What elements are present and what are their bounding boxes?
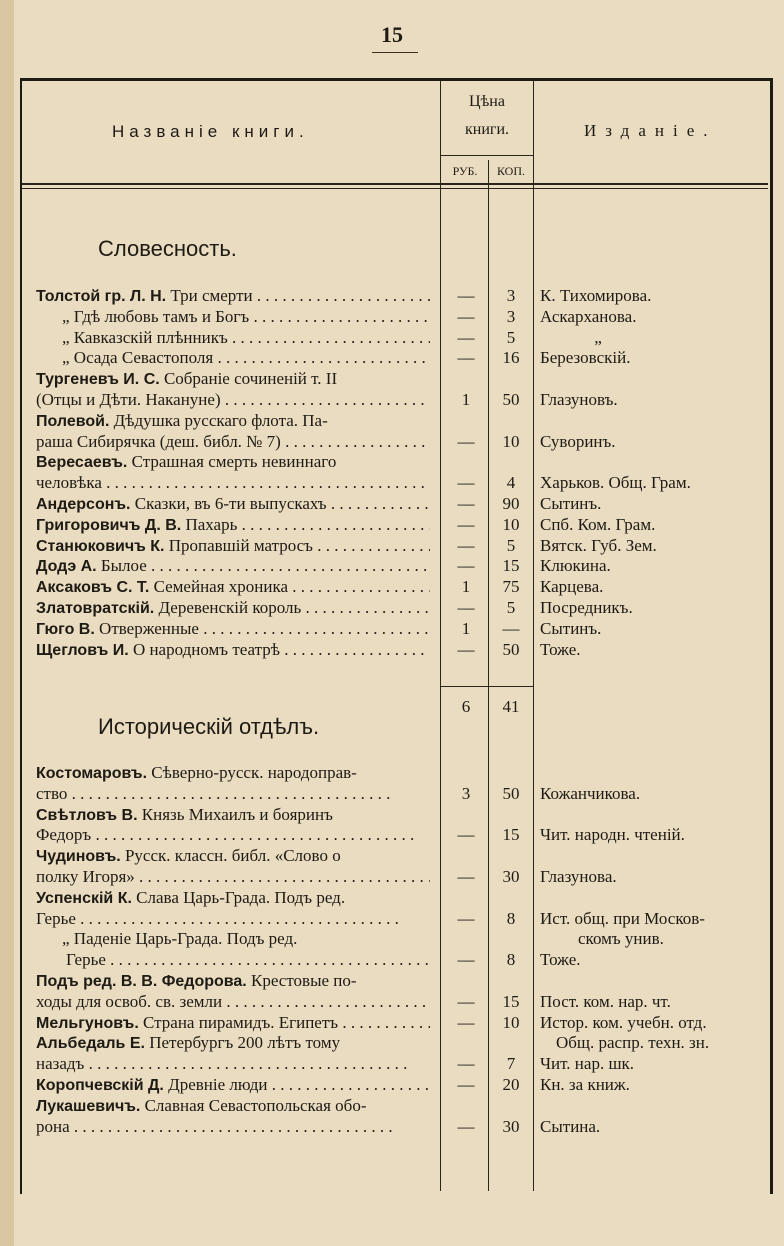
book-title-text: (Отцы и Дѣти. Накануне)	[36, 390, 221, 409]
book-publisher: Ист. общ. при Москов-	[540, 908, 705, 928]
book-title	[36, 410, 430, 432]
book-title-text: Семейная хроника	[149, 577, 289, 597]
book-title-text: назадъ	[36, 1054, 85, 1074]
book-publisher: Тоже.	[540, 950, 581, 970]
row-publisher-line	[0, 327, 784, 348]
price-rub: —	[457, 639, 475, 659]
book-title	[36, 804, 430, 826]
price-kop: 4	[506, 473, 516, 493]
price-kop: 50	[502, 783, 520, 803]
book-title	[36, 887, 430, 909]
book-publisher: Спб. Ком. Грам.	[540, 514, 656, 534]
book-publisher: Сытинъ.	[540, 494, 602, 513]
book-title-text: Слава Царь-Града. Подъ ред.	[131, 887, 346, 907]
header-bottom-rule	[22, 183, 768, 185]
book-title-text: Дѣдушка русскаго флота. Па-	[109, 410, 328, 430]
price-rub: —	[457, 867, 475, 886]
row-publisher-line	[0, 1012, 784, 1033]
book-publisher: Тоже.	[540, 639, 581, 659]
section-total-kop: 41	[502, 697, 520, 716]
row-publisher-line	[0, 1074, 784, 1095]
book-publisher: Суворинъ.	[540, 431, 616, 451]
row-publisher-line	[0, 1053, 784, 1074]
price-kop: 90	[502, 494, 520, 513]
price-rub: —	[457, 535, 475, 555]
price-header-line-1: Цѣна	[469, 93, 505, 110]
price-kop: 7	[506, 1054, 516, 1074]
book-author: Подъ ред. В. В. Федорова.	[36, 973, 247, 990]
price-rub: —	[457, 514, 475, 534]
price-kop: 30	[502, 1116, 520, 1136]
book-title-text: Герье	[66, 950, 106, 970]
book-publisher: Сытинъ.	[540, 618, 602, 638]
book-title-text: Деревенскій король	[154, 598, 302, 617]
row-publisher-line	[0, 949, 784, 970]
price-header	[442, 88, 532, 144]
book-title-text: Пахарь	[181, 514, 238, 534]
price-rub: —	[457, 1075, 475, 1094]
book-author: Лукашевичъ.	[36, 1097, 141, 1115]
price-kop: 8	[506, 950, 516, 970]
book-title	[36, 845, 430, 867]
book-title-text: Былое	[96, 556, 147, 576]
row-line	[0, 451, 784, 472]
price-header-rule	[440, 155, 534, 156]
book-publisher: Чит. нар. шк.	[540, 1054, 635, 1074]
row-publisher-line	[0, 389, 784, 410]
price-kop: 3	[506, 306, 516, 326]
book-title-text: Отверженные	[94, 618, 199, 638]
book-author: Коропчевскій Д.	[36, 1077, 164, 1094]
book-title-text: Сказки, въ 6-ти выпускахъ	[130, 494, 327, 513]
book-author: Гюго В.	[36, 620, 95, 638]
book-title-text: Петербургъ 200 лѣтъ тому	[144, 1033, 341, 1053]
row-line	[0, 970, 784, 991]
row-publisher-line	[0, 576, 784, 597]
row-line	[0, 368, 784, 389]
book-title-text: ходы для освоб. св. земли	[36, 991, 223, 1011]
row-publisher-line	[0, 597, 784, 618]
book-publisher: Карцева.	[540, 577, 604, 597]
book-publisher: Кожанчикова.	[540, 783, 641, 803]
book-title-text: Русск. классн. библ. «Слово о	[120, 846, 341, 866]
book-title-text: ство	[36, 783, 68, 803]
section-title-literature: Словесность.	[98, 236, 237, 261]
book-title-text: Славная Севастопольская обо-	[140, 1095, 367, 1115]
book-author: Успенскій К.	[36, 889, 132, 907]
book-title	[36, 1095, 430, 1117]
book-author: Альбедаль Е.	[36, 1035, 145, 1053]
price-kop: 75	[502, 577, 520, 597]
book-publisher: Сытина.	[540, 1116, 601, 1136]
book-title	[36, 970, 430, 992]
row-publisher-line	[0, 1116, 784, 1137]
book-author: Златовратскій.	[36, 600, 155, 617]
price-rub: —	[457, 1116, 475, 1136]
book-title-text: „ Паденіе Царь-Града. Подъ ред.	[62, 929, 298, 949]
book-author: Чудиновъ.	[36, 848, 121, 866]
price-rub: 1	[461, 390, 471, 409]
price-kop: 5	[506, 598, 516, 617]
price-kop: 5	[506, 535, 516, 555]
price-rub: —	[457, 991, 475, 1011]
book-title	[36, 762, 430, 784]
book-publisher: Глазуновъ.	[540, 390, 618, 409]
row-publisher-line	[0, 493, 784, 514]
price-kop: 8	[506, 908, 516, 928]
row-publisher-line	[0, 535, 784, 556]
price-kop: 3	[506, 286, 516, 305]
book-title-text: О народномъ театрѣ	[128, 639, 280, 659]
book-title-text: рона	[36, 1116, 70, 1136]
price-kop: 50	[502, 639, 520, 659]
book-author: Костомаровъ.	[36, 765, 148, 782]
row-publisher-line	[0, 783, 784, 804]
price-rub: —	[457, 950, 475, 970]
rub-header: РУБ.	[452, 164, 478, 178]
price-kop: 30	[502, 867, 520, 886]
price-kop: 50	[502, 390, 520, 409]
price-kop: 15	[502, 825, 520, 845]
book-publisher: Кн. за книж.	[540, 1075, 630, 1094]
row-publisher-line	[0, 472, 784, 493]
book-title-text: Федоръ	[36, 825, 92, 845]
book-publisher: Общ. распр. техн. зн.	[556, 1033, 710, 1053]
row-line	[0, 845, 784, 866]
book-publisher: Глазунова.	[540, 867, 617, 886]
row-publisher-line	[0, 824, 784, 845]
book-publisher: Березовскій.	[540, 348, 631, 368]
book-title-text: „ Гдѣ любовь тамъ и Богъ	[62, 306, 250, 326]
row-publisher-line	[0, 431, 784, 452]
row-publisher-line	[0, 306, 784, 327]
row-publisher-line	[0, 639, 784, 660]
section-total-rub: 6	[461, 697, 471, 716]
header-bottom-rule-double	[22, 188, 768, 189]
row-line	[0, 887, 784, 908]
book-author: Тургеневъ И. С.	[36, 371, 160, 389]
book-title-text: Крестовые по-	[246, 971, 357, 990]
price-rub: 1	[461, 577, 471, 597]
row-publisher-line	[0, 285, 784, 306]
book-author: Мельгуновъ.	[36, 1014, 139, 1032]
price-rub: —	[457, 327, 475, 347]
book-title-text: Страна пирамидъ. Египетъ	[138, 1012, 339, 1032]
price-rub: —	[457, 1012, 475, 1032]
book-title	[36, 368, 430, 390]
price-rub: —	[457, 431, 475, 451]
book-author: Андерсонъ.	[36, 496, 131, 513]
kop-header: КОП.	[496, 164, 526, 178]
price-rub: 3	[461, 783, 471, 803]
book-author: Додэ А.	[36, 558, 97, 576]
book-publisher: скомъ унив.	[578, 929, 664, 949]
price-rub: —	[457, 556, 475, 576]
book-title-text: Три смерти	[166, 286, 253, 305]
price-rub: —	[457, 825, 475, 845]
book-author: Щегловъ И.	[36, 641, 129, 659]
price-kop: 16	[502, 348, 520, 368]
book-title-text: Сѣверно-русск. народоправ-	[147, 763, 357, 782]
price-kop: —	[502, 618, 520, 638]
book-publisher: Чит. народн. чтеній.	[540, 825, 685, 845]
price-header-line-2: книги.	[464, 121, 510, 138]
book-publisher: Посредникъ.	[540, 598, 633, 617]
row-publisher-line	[0, 991, 784, 1012]
book-author: Вересаевъ.	[36, 454, 128, 472]
book-publisher: Харьков. Общ. Грам.	[540, 473, 691, 493]
book-title-text: „ Кавказскій плѣнникъ	[62, 327, 228, 347]
row-line	[0, 1095, 784, 1116]
row-publisher-line	[0, 347, 784, 368]
book-title-text: Герье	[36, 908, 76, 928]
row-publisher-line	[0, 514, 784, 535]
book-title-text: раша Сибирячка (деш. библ. № 7)	[36, 431, 281, 451]
price-rub: —	[457, 1054, 475, 1074]
book-title-text: Собраніе сочиненій т. II	[159, 369, 338, 389]
row-publisher-line	[0, 928, 784, 949]
book-publisher: Клюкина.	[540, 556, 611, 576]
price-kop: 15	[502, 991, 520, 1011]
price-kop: 10	[502, 514, 520, 534]
book-title	[36, 451, 430, 473]
price-rub: —	[457, 348, 475, 368]
book-author: Свѣтловъ В.	[36, 806, 138, 824]
book-author: Толстой гр. Л. Н.	[36, 288, 167, 305]
book-publisher: „	[594, 327, 602, 347]
price-kop: 5	[506, 327, 516, 347]
price-rub: —	[457, 473, 475, 493]
book-author: Станюковичъ К.	[36, 537, 165, 555]
book-author: Григоровичъ Д. В.	[36, 516, 182, 534]
row-publisher-line	[0, 1032, 784, 1053]
book-title-text: человѣка	[36, 473, 102, 493]
price-rub: —	[457, 494, 475, 513]
book-author: Полевой.	[36, 412, 110, 430]
book-title-text: Князь Михаилъ и бояринъ	[137, 804, 333, 824]
page-number-rule	[372, 52, 418, 53]
row-publisher-line	[0, 908, 784, 929]
book-title-text: Древніе люди	[163, 1075, 268, 1094]
row-line	[0, 804, 784, 825]
book-publisher: К. Тихомирова.	[540, 286, 652, 305]
book-title-text: „ Осада Севастополя	[62, 348, 214, 368]
price-rub: —	[457, 908, 475, 928]
price-rub: —	[457, 286, 475, 305]
price-kop: 15	[502, 556, 520, 576]
row-line	[0, 762, 784, 783]
price-kop: 10	[502, 431, 520, 451]
book-title-header: Названіе книги.	[112, 122, 309, 141]
book-publisher: Пост. ком. нар. чт.	[540, 991, 671, 1011]
book-title-text: Пропавшій матросъ	[164, 535, 313, 555]
price-rub: —	[457, 306, 475, 326]
price-kop: 10	[502, 1012, 520, 1032]
publisher-header: Изданіе.	[584, 121, 717, 140]
price-rub: —	[457, 598, 475, 617]
price-kop: 20	[502, 1075, 520, 1094]
book-author: Аксаковъ С. Т.	[36, 579, 150, 597]
book-publisher: Истор. ком. учебн. отд.	[540, 1012, 707, 1032]
page-number: 15	[381, 22, 403, 47]
price-rub: 1	[461, 618, 471, 638]
row-publisher-line	[0, 866, 784, 887]
book-title-text: Страшная смерть невиннаго	[127, 452, 337, 472]
book-publisher: Вятск. Губ. Зем.	[540, 535, 657, 555]
row-publisher-line	[0, 618, 784, 639]
section-title-history: Историческій отдѣлъ.	[98, 714, 320, 739]
row-publisher-line	[0, 555, 784, 576]
book-publisher: Аскарханова.	[540, 306, 637, 326]
section-total-rule	[440, 686, 534, 687]
book-title-text: полку Игоря»	[36, 867, 135, 886]
row-line	[0, 410, 784, 431]
